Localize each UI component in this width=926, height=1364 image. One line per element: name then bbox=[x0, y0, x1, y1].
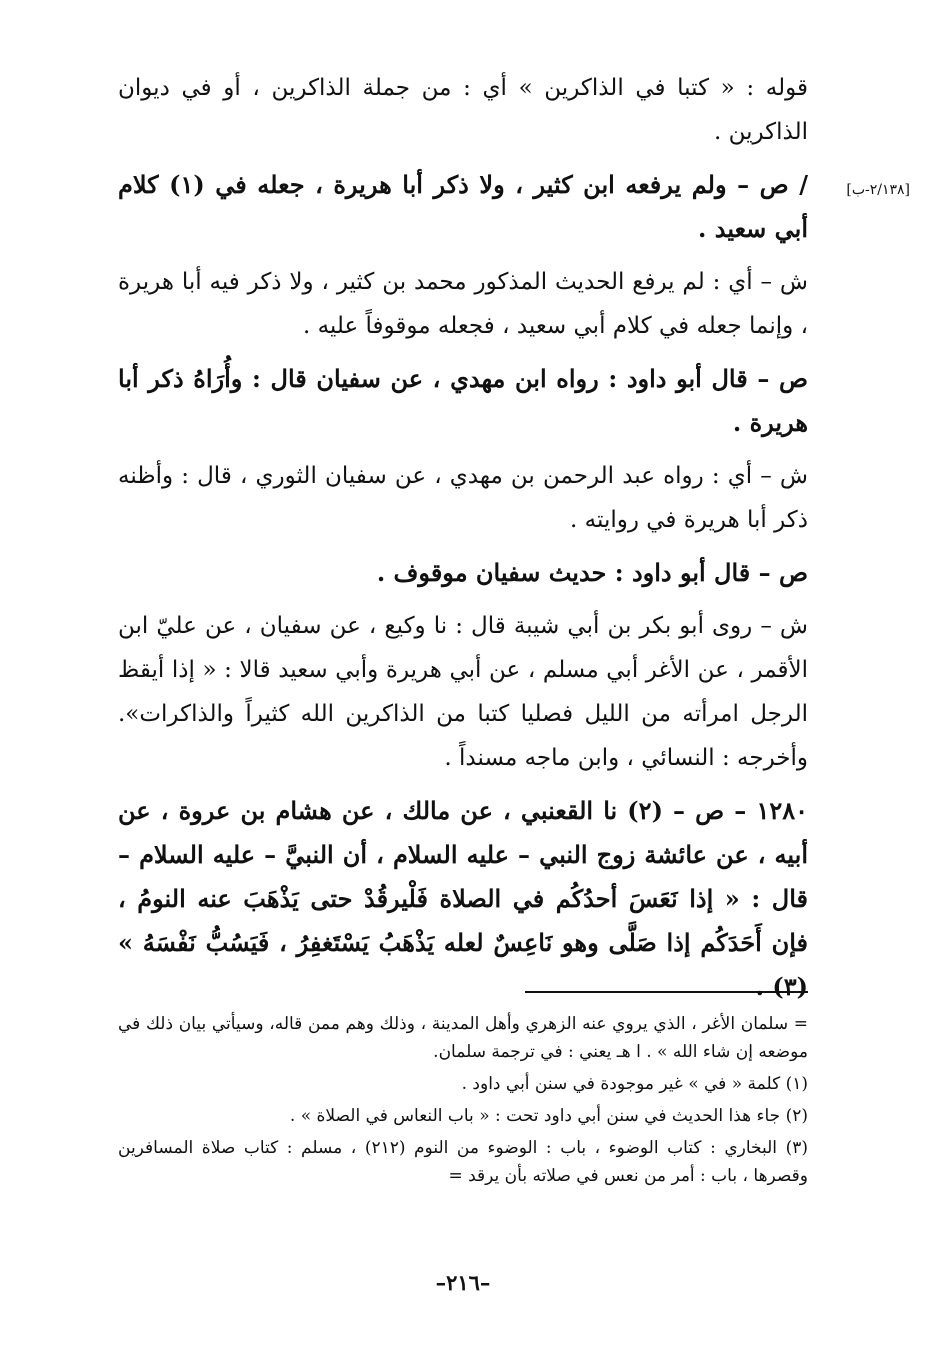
footnote-1: (١) كلمة « في » غير موجودة في سنن أبي داود . bbox=[461, 1074, 808, 1094]
commentary-paragraph: قوله : « كتبا في الذاكرين » أي : من جملة الذاكرين ، أو في ديوان الذاكرين . bbox=[118, 75, 808, 145]
commentary-paragraph: ش – روى أبو بكر بن أبي شيبة قال : نا وكيع ، عن سفيان ، عن عليّ ابن الأقمر ، عن الأغر أبي مسلم ، عن أبي هريرة وأبي سعيد قالا : « إذا أيقظ الرجل امرأته من الليل فصليا كتبا من الذاكرين الله كثيراً والذاكرات». وأخرجه : النسائي ، وابن ماجه مسنداً . bbox=[118, 613, 808, 771]
commentary-paragraph: ش – أي : لم يرفع الحديث المذكور محمد بن كثير ، ولا ذكر فيه أبا هريرة ، وإنما جعله في كلام أبي سعيد ، فجعله موقوفاً عليه . bbox=[118, 269, 808, 339]
manuscript-folio-reference: [٢/١٣٨-ب] bbox=[846, 182, 910, 198]
page-number: –٢١٦– bbox=[435, 1270, 491, 1295]
hadith-1280-paragraph: ١٢٨٠ – ص – (٢) نا القعنبي ، عن مالك ، عن هشام بن عروة ، عن أبيه ، عن عائشة زوج النبي – عليه السلام ، أن النبيَّ – عليه السلام – قال : « إذا نَعَسَ أحدُكُم في الصلاة فَلْيرقُدْ حتى يَذْهَبَ عنه النومُ ، فإن أَحَدَكُم إذا صَلَّى وهو نَاعِسٌ لعله يَذْهَبُ يَسْتَغفِرُ ، فَيَسُبُّ نَفْسَهُ » (٣) . bbox=[118, 796, 808, 1001]
footnote-3: (٣) البخاري : كتاب الوضوء ، باب : الوضوء من النوم (٢١٢) ، مسلم : كتاب صلاة المسافرين وقصرها ، باب : أمر من نعس في صلاته بأن يرقد = bbox=[118, 1138, 808, 1186]
commentary-paragraph: ش – أي : رواه عبد الرحمن بن مهدي ، عن سفيان الثوري ، قال : وأظنه ذكر أبا هريرة في روايته . bbox=[118, 463, 808, 533]
main-text-block bbox=[118, 66, 808, 1018]
hadith-text-paragraph: / ص – ولم يرفعه ابن كثير ، ولا ذكر أبا هريرة ، جعله في (١) كلام أبي سعيد . bbox=[118, 170, 808, 243]
footnote-continuation: = سلمان الأغر ، الذي يروي عنه الزهري وأهل المدينة ، وذلك وهم ممن قاله، وسيأتي بيان ذلك في موضعه إن شاء الله » . ا هـ يعني : في ترجمة سلمان. bbox=[118, 1014, 808, 1062]
footnotes-block bbox=[118, 1010, 808, 1194]
hadith-text-paragraph: ص – قال أبو داود : حديث سفيان موقوف . bbox=[376, 558, 808, 587]
footnote-divider bbox=[525, 991, 808, 993]
hadith-text-paragraph: ص – قال أبو داود : رواه ابن مهدي ، عن سفيان قال : وأُرَاهُ ذكر أبا هريرة . bbox=[118, 364, 808, 437]
footnote-2: (٢) جاء هذا الحديث في سنن أبي داود تحت : « باب النعاس في الصلاة » . bbox=[289, 1106, 808, 1126]
